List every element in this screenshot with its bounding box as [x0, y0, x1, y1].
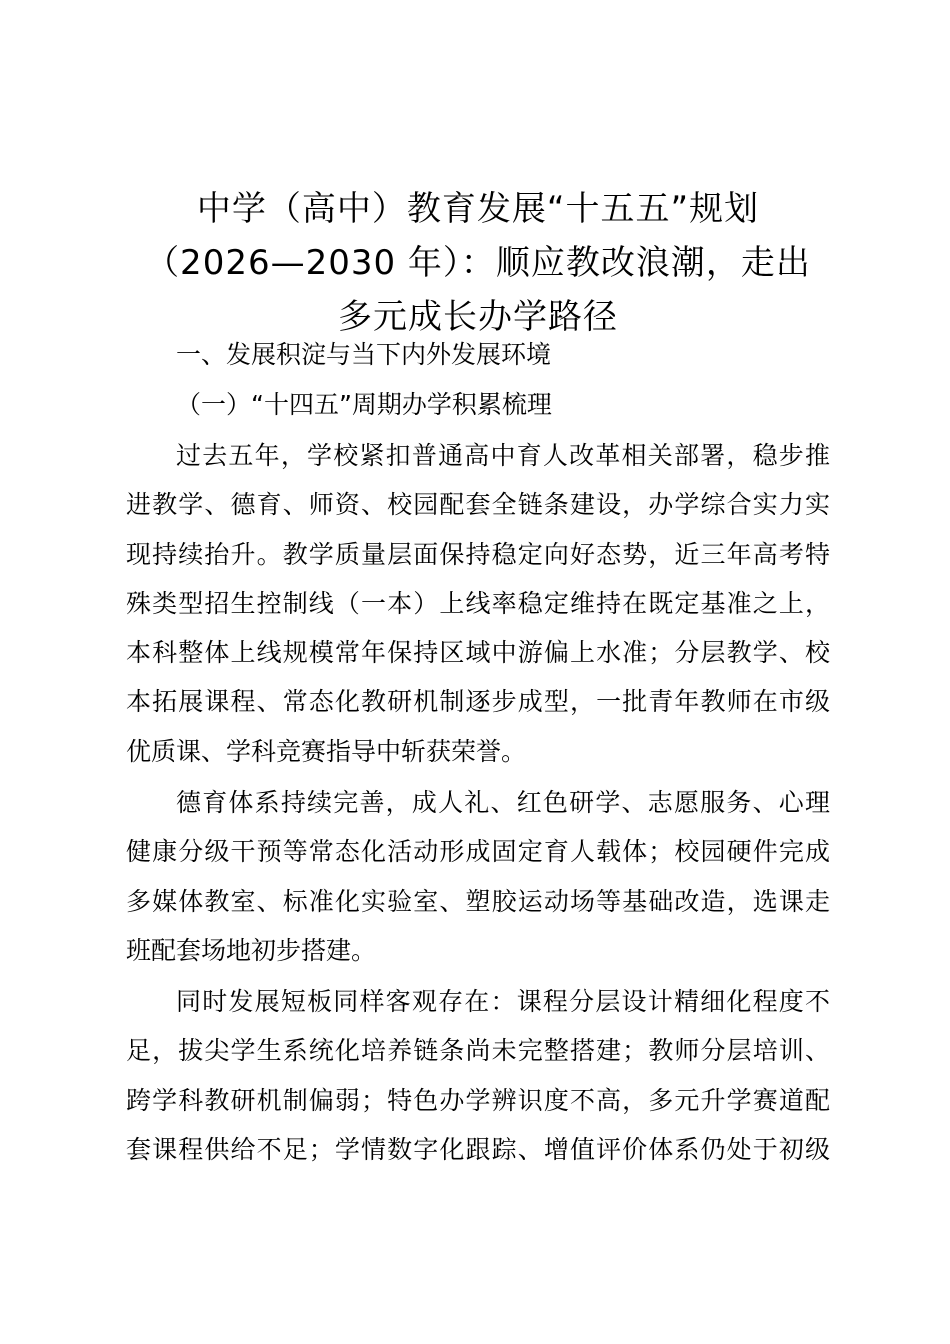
paragraph-line: 足，拔尖学生系统化培养链条尚未完整搭建；教师分层培训、 [126, 1036, 830, 1066]
paragraph-line: 过去五年，学校紧扣普通高中育人改革相关部署，稳步推 [176, 441, 830, 470]
title-line: （2026—2030 年）：顺应教改浪潮，走出 [145, 243, 811, 283]
paragraph-line: 进教学、德育、师资、校园配套全链条建设，办学综合实力实 [126, 490, 830, 520]
paragraph-line: 同时发展短板同样客观存在：课程分层设计精细化程度不 [176, 987, 830, 1016]
paragraph-line: 优质课、学科竞赛指导中斩获荣誉。 [126, 736, 527, 766]
title-line: 中学（高中）教育发展“十五五”规划 [196, 189, 760, 229]
paragraph-line: 殊类型招生控制线（一本）上线率稳定维持在既定基准之上， [126, 588, 830, 618]
paragraph [126, 977, 830, 1174]
title-line: 多元成长办学路径 [338, 297, 618, 337]
paragraph-line: 跨学科教研机制偏弱；特色办学辨识度不高，多元升学赛道配 [126, 1085, 830, 1115]
paragraph-line: 现持续抬升。教学质量层面保持稳定向好态势，近三年高考特 [126, 539, 830, 569]
paragraph-line: 本科整体上线规模常年保持区域中游偏上水准；分层教学、校 [126, 638, 830, 668]
document-title [126, 182, 830, 344]
paragraph [126, 431, 830, 776]
paragraph-line: 多媒体教室、标准化实验室、塑胶运动场等基础改造，选课走 [126, 886, 830, 916]
paragraph-line: 套课程供给不足；学情数字化跟踪、增值评价体系仍处于初级 [126, 1134, 830, 1164]
paragraph-line: 本拓展课程、常态化教研机制逐步成型，一批青年教师在市级 [126, 687, 830, 717]
subsection-heading: （一）“十四五”周期办学积累梳理 [176, 390, 552, 419]
paragraph-line: 健康分级干预等常态化活动形成固定育人载体；校园硬件完成 [126, 837, 830, 867]
paragraph-line: 班配套场地初步搭建。 [126, 935, 377, 965]
section-heading: 一、发展积淀与当下内外发展环境 [176, 340, 552, 369]
paragraph-line: 德育体系持续完善，成人礼、红色研学、志愿服务、心理 [176, 788, 830, 817]
paragraph [126, 778, 830, 975]
